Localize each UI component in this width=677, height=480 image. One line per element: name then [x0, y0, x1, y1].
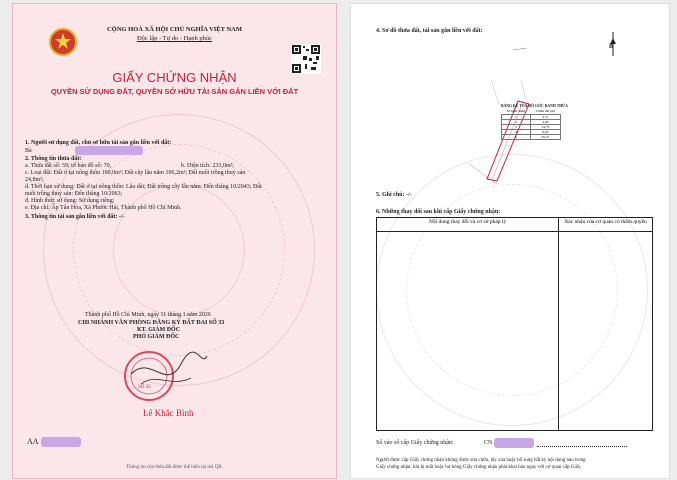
usage-term-cont: nuôi trồng thuỷ sản: Đến tháng 10/2063;	[25, 191, 123, 197]
changes-col-confirmation: Xác nhận của cơ quan có thẩm quyền	[559, 218, 653, 232]
parcel-address: e. Địa chỉ: Ấp Tân Hòa, Xã Phước Hải, Thành phố Hồ Chí Minh.	[25, 205, 182, 211]
changes-cell-confirmation	[559, 232, 653, 431]
changes-col-content: Nội dung thay đổi và cơ sở pháp lý	[377, 218, 559, 232]
coord-length: 2,00	[530, 120, 560, 125]
certificate-title: GIẤY CHỨNG NHẬN	[112, 70, 237, 85]
qr-note: Thông tin của thửa đất được thể hiện tại mã QR.	[126, 465, 223, 470]
coordinate-table	[501, 104, 568, 140]
deputy-title: PHÓ GIÁM ĐỐC	[133, 334, 180, 340]
coord-col-point: Số hiệu điểm	[506, 109, 526, 113]
coord-point: 4	[502, 130, 531, 135]
signatory-title: KT. GIÁM ĐỐC	[137, 327, 181, 333]
coord-length: 58,27	[530, 135, 560, 140]
usage-term: d. Thời hạn sử dụng: Đất ở tại nông thôn: Lâu dài; Đất trồng cây lâu năm: Đến tháng 10/2043; Đất	[25, 184, 262, 190]
coord-col-length: Chiều dài (m)	[535, 109, 556, 113]
table-row	[502, 135, 561, 140]
coordinate-table-title: BẢNG KÊ TOẠ ĐỘ GÓC RANH THỬA	[501, 104, 568, 108]
redacted-owner-name	[75, 146, 143, 155]
signer-name: Lê Khắc Bình	[143, 408, 194, 418]
section-4-heading: 4. Sơ đồ thửa đất, tài sản gắn liền với đất:	[376, 28, 483, 34]
warning-notice: Người được cấp Giấy chứng nhận không được sửa chữa, tẩy xóa hoặc bổ sung bất kỳ nội dung nào trong	[376, 458, 586, 463]
parcel-number: a. Thửa đất số: 59; tờ bản đồ số: 70,	[25, 163, 112, 169]
coord-point: 3	[502, 125, 531, 130]
redacted-registry-number	[494, 438, 534, 448]
redacted-serial	[41, 437, 81, 447]
motto: Độc lập - Tự do - Hạnh phúc	[136, 35, 213, 42]
section-2-heading: 2. Thông tin thửa đất:	[25, 156, 82, 162]
owner-name-label: Bà	[25, 148, 32, 154]
seal-number: SỐ 33	[138, 385, 151, 390]
issuing-office: CHI NHÁNH VĂN PHÒNG ĐĂNG KÝ ĐẤT ĐAI SỐ 33	[78, 320, 225, 326]
section-6-heading: 6. Những thay đổi sau khi cấp Giấy chứng nhận:	[376, 209, 501, 215]
land-type-cont: 24,8m²;	[25, 177, 44, 183]
registry-dotted-line	[537, 446, 627, 447]
coord-length: 3,71	[530, 115, 560, 120]
coord-point: 1	[502, 115, 531, 120]
certificate-back-page	[350, 3, 670, 479]
north-label: B	[609, 44, 614, 50]
coord-length: 6,02	[530, 130, 560, 135]
section-3-heading: 3. Thông tin tài sản gắn liền với đất: -/-	[25, 214, 125, 220]
official-seal-and-signature	[111, 344, 211, 406]
serial-prefix: AA	[27, 437, 39, 446]
warning-notice-cont: Giấy chứng nhận; khi bị mất hoặc hư hỏng Giấy chứng nhận phải khai báo ngay với cơ quan cấp Giấy.	[376, 465, 582, 470]
north-arrow-icon	[606, 28, 620, 58]
coord-point: 5	[502, 135, 531, 140]
coord-length: 14,73	[530, 125, 560, 130]
changes-cell-content	[377, 232, 559, 431]
registry-number-label: Số vào sổ cấp Giấy chứng nhận:	[376, 440, 454, 446]
registry-number-prefix: CN	[484, 440, 493, 446]
drum-ornament-core	[113, 184, 245, 316]
section-5-heading: 5. Ghi chú: -/-	[376, 192, 412, 198]
parcel-area: b. Diện tích: 233,0m²;	[181, 163, 234, 169]
coord-point: 2	[502, 120, 531, 125]
changes-table	[376, 217, 653, 431]
land-type: c. Loại đất: Đất ở tại nông thôn 100,0m²; Đất cây lâu năm 106,2m²; Đất nuôi trồng thuỷ sản	[25, 170, 246, 176]
certificate-subtitle: QUYỀN SỬ DỤNG ĐẤT, QUYỀN SỞ HỮU TÀI SẢN GẮN LIỀN VỚI ĐẤT	[50, 87, 299, 96]
issue-date: Thành phố Hồ Chí Minh, ngày 11 tháng 1 năm 2026	[85, 312, 211, 318]
usage-form: đ. Hình thức sử dụng: Sử dụng riêng;	[25, 198, 115, 204]
section-1-heading: 1. Người sử dụng đất, chủ sở hữu tài sản gắn liền với đất:	[25, 140, 172, 146]
certificate-front-page	[12, 3, 337, 479]
national-title: CỘNG HOÀ XÃ HỘI CHỦ NGHĨA VIỆT NAM	[106, 26, 242, 33]
